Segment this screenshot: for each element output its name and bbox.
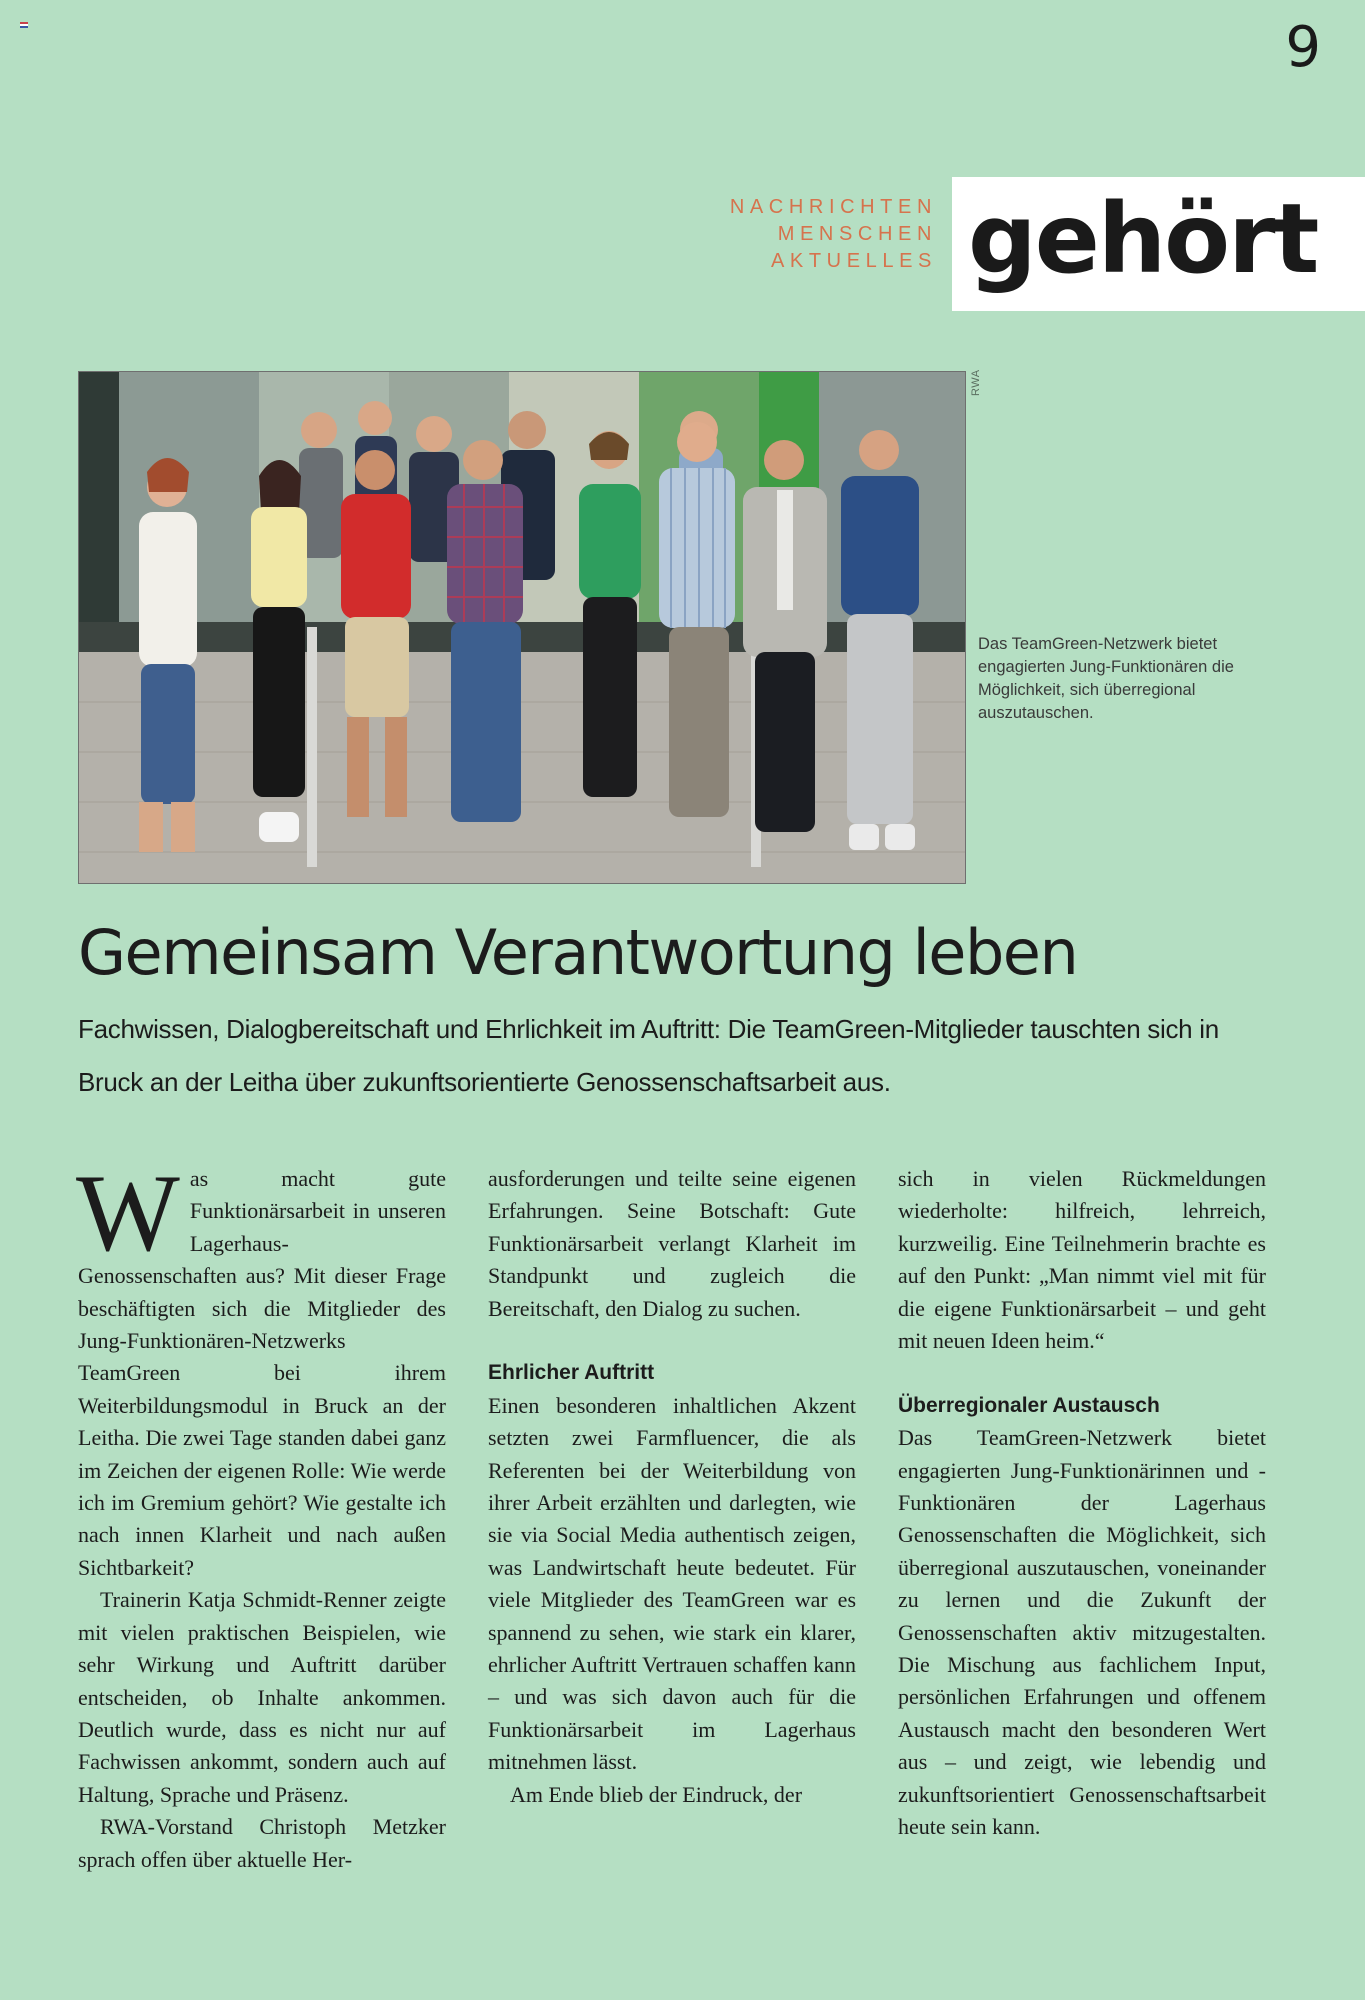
group-photo bbox=[78, 371, 966, 884]
text-column-3 bbox=[898, 1163, 1266, 1876]
section-tagline bbox=[730, 194, 937, 275]
drop-cap: W bbox=[76, 1152, 180, 1274]
paragraph: sich in vielen Rückmeldungen wiederholte: hilfreich, lehrreich, kurzweilig. Eine Teilnehmerin brachte es auf den Punkt: „Man nimmt viel mit für die eigene Funktionärsarbeit – und geht mit neuen Ideen heim.“ bbox=[898, 1166, 1266, 1354]
paragraph: Am Ende blieb der Eindruck, der bbox=[510, 1781, 803, 1807]
article-subheadline: Fachwissen, Dialogbereitschaft und Ehrlichkeit im Auftritt: Die TeamGreen-Mitglieder tauschten sich in Bruck an der Leitha über zukunftsorientierte Genossenschaftsarbeit aus. bbox=[78, 1014, 1219, 1097]
photo-credit: RWA bbox=[970, 369, 982, 396]
paragraph: Das TeamGreen-Netzwerk bietet engagierten Jung-Funktionärinnen und -Funktionären der Lagerhaus Genossenschaften die Möglichkeit, sich überregional auszutauschen, voneinander zu lernen und die Zukunft der Genossenschaften aktiv mitzugestalten. Die Mischung aus fachlichem Input, persönlichen Erfahrungen und offenem Austausch macht den besonderen Wert aus – und zeigt, wie lebendig und zukunftsorientiert Genossenschaftsarbeit heute sein kann. bbox=[898, 1425, 1266, 1840]
paragraph: RWA-Vorstand Christoph Metzker sprach offen über aktuelle Her- bbox=[78, 1814, 446, 1872]
text-column-1 bbox=[76, 1152, 446, 1876]
page-number: 9 bbox=[1285, 15, 1321, 80]
article-headline: Gemeinsam Verantwortung leben bbox=[78, 916, 1078, 989]
tagline-line: AKTUELLES bbox=[770, 250, 937, 272]
tagline-line: NACHRICHTEN bbox=[729, 196, 937, 218]
paragraph: Trainerin Katja Schmidt-Renner zeigte mit vielen praktischen Beispielen, wie sehr Wirkung und Auftritt darüber entscheiden, ob Inhalte ankommen. Deutlich wurde, dass es nicht nur auf Fachwissen ankommt, sondern auch auf Haltung, Sprache und Präsenz. bbox=[78, 1587, 446, 1807]
tagline-line: MENSCHEN bbox=[777, 223, 937, 245]
text-column-2 bbox=[488, 1163, 856, 1876]
subheading: Ehrlicher Auftritt bbox=[488, 1361, 655, 1385]
photo-caption: Das TeamGreen-Netzwerk bietet engagierten Jung-Funktionären die Möglichkeit, sich überregional auszutauschen. bbox=[978, 635, 1234, 722]
paragraph: Einen besonderen inhaltlichen Akzent setzten zwei Farmfluencer, die als Referenten bei der Weiterbildung von ihrer Arbeit erzählten und darlegten, wie sie via Social Media authentisch zeigen, was Landwirtschaft heute bedeutet. Für viele Mitglieder des TeamGreen war es spannend zu sehen, wie stark ein klarer, ehrlicher Auftritt Vertrauen schaffen kann – und was sich davon auch für die Funktionärsarbeit im Lagerhaus mitnehmen lässt. bbox=[488, 1392, 856, 1775]
section-title: gehört bbox=[968, 183, 1318, 295]
paragraph: ausforderungen und teilte seine eigenen Erfahrungen. Seine Botschaft: Gute Funktionärsarbeit verlangt Klarheit im Standpunkt und zugleich die Bereitschaft, den Dialog zu suchen. bbox=[488, 1166, 856, 1321]
paragraph bbox=[76, 1152, 446, 1584]
section-title-box bbox=[952, 177, 1365, 311]
flag-icon bbox=[20, 22, 28, 28]
article-body bbox=[76, 1152, 1266, 1876]
subheading: Überregionaler Austausch bbox=[898, 1393, 1160, 1417]
paragraph-text: as macht gute Funktionärsarbeit in unseren Lagerhaus-Genossenschaften aus? Mit dieser Frage beschäftigten sich die Mitglieder des Jung-Funktionären-Netzwerks TeamGreen bei ihrem Weiterbildungsmodul in Bruck an der Leitha. Die zwei Tage standen dabei ganz im Zeichen der eigenen Rolle: Wie werde ich im Gremium gehört? Wie gestalte ich nach innen Klarheit und nach außen Sichtbarkeit? bbox=[78, 1166, 446, 1580]
